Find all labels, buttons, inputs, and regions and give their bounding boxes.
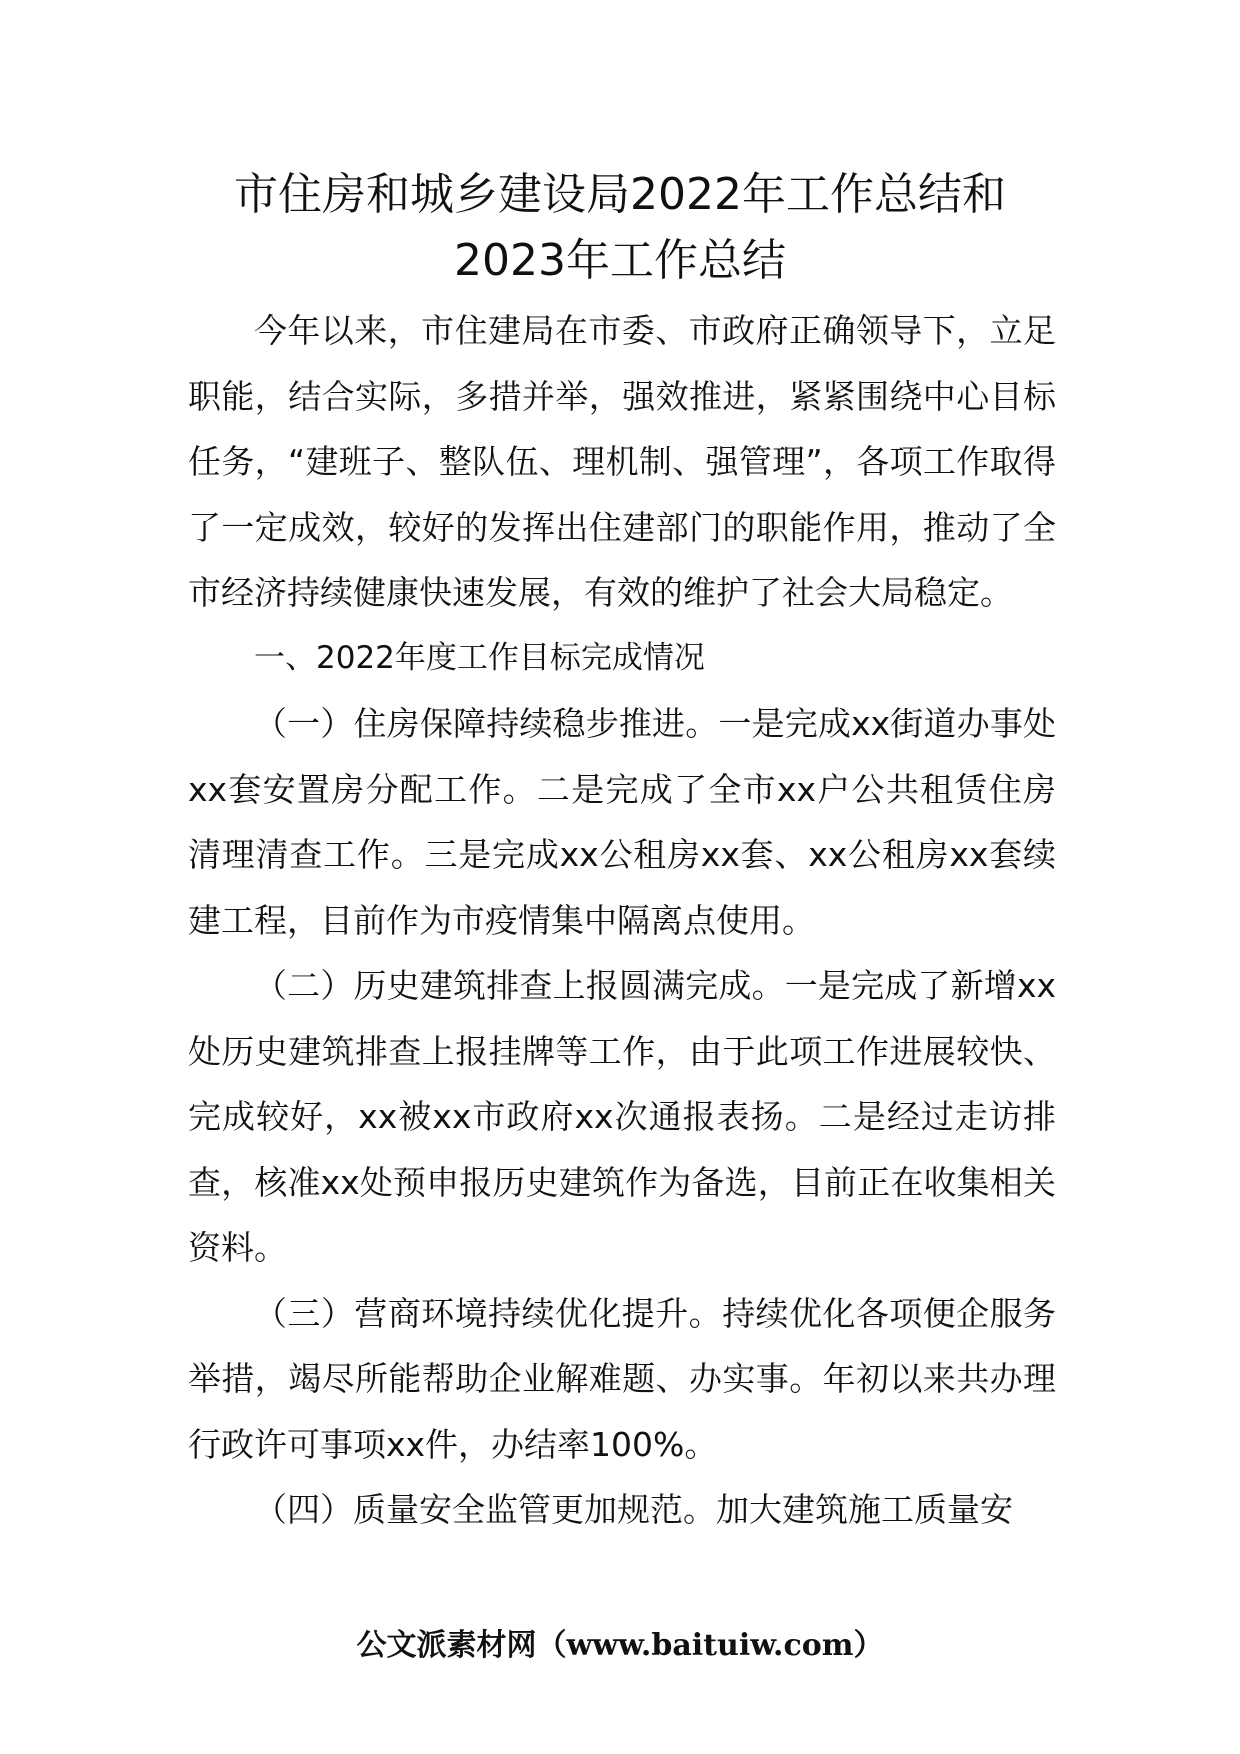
document-body <box>188 298 1056 1543</box>
paragraph-business-environment: （三）营商环境持续优化提升。持续优化各项便企服务举措，竭尽所能帮助企业解难题、办实事。年初以来共办理行政许可事项xx件，办结率100%。 <box>188 1293 1056 1464</box>
footer-watermark: 公文派素材网（www.baituiw.com） <box>356 1628 884 1663</box>
paragraph-intro: 今年以来，市住建局在市委、市政府正确领导下，立足职能，结合实际，多措并举，强效推进，紧紧围绕中心目标任务，“建班子、整队伍、理机制、强管理”，各项工作取得了一定成效，较好的发挥出住建部门的职能作用，推动了全市经济持续健康快速发展，有效的维护了社会大局稳定。 <box>188 311 1056 612</box>
title-line-1: 市住房和城乡建设局2022年工作总结和 <box>234 169 1006 220</box>
paragraph-quality-safety: （四）质量安全监管更加规范。加大建筑施工质量安 <box>254 1490 1013 1529</box>
title-line-2: 2023年工作总结 <box>454 235 786 286</box>
paragraph-housing-security: （一）住房保障持续稳步推进。一是完成xx街道办事处xx套安置房分配工作。二是完成了全市xx户公共租赁住房清理清查工作。三是完成xx公租房xx套、xx公租房xx套续建工程，目前作为市疫情集中隔离点使用。 <box>188 704 1057 940</box>
section-heading-1: 一、2022年度工作目标完成情况 <box>254 639 705 676</box>
paragraph-historic-buildings: （二）历史建筑排查上报圆满完成。一是完成了新增xx处历史建筑排查上报挂牌等工作，由于此项工作进展较快、完成较好，xx被xx市政府xx次通报表扬。二是经过走访排查，核准xx处预申报历史建筑作为备选，目前正在收集相关资料。 <box>188 966 1056 1267</box>
document-title <box>150 162 1090 294</box>
